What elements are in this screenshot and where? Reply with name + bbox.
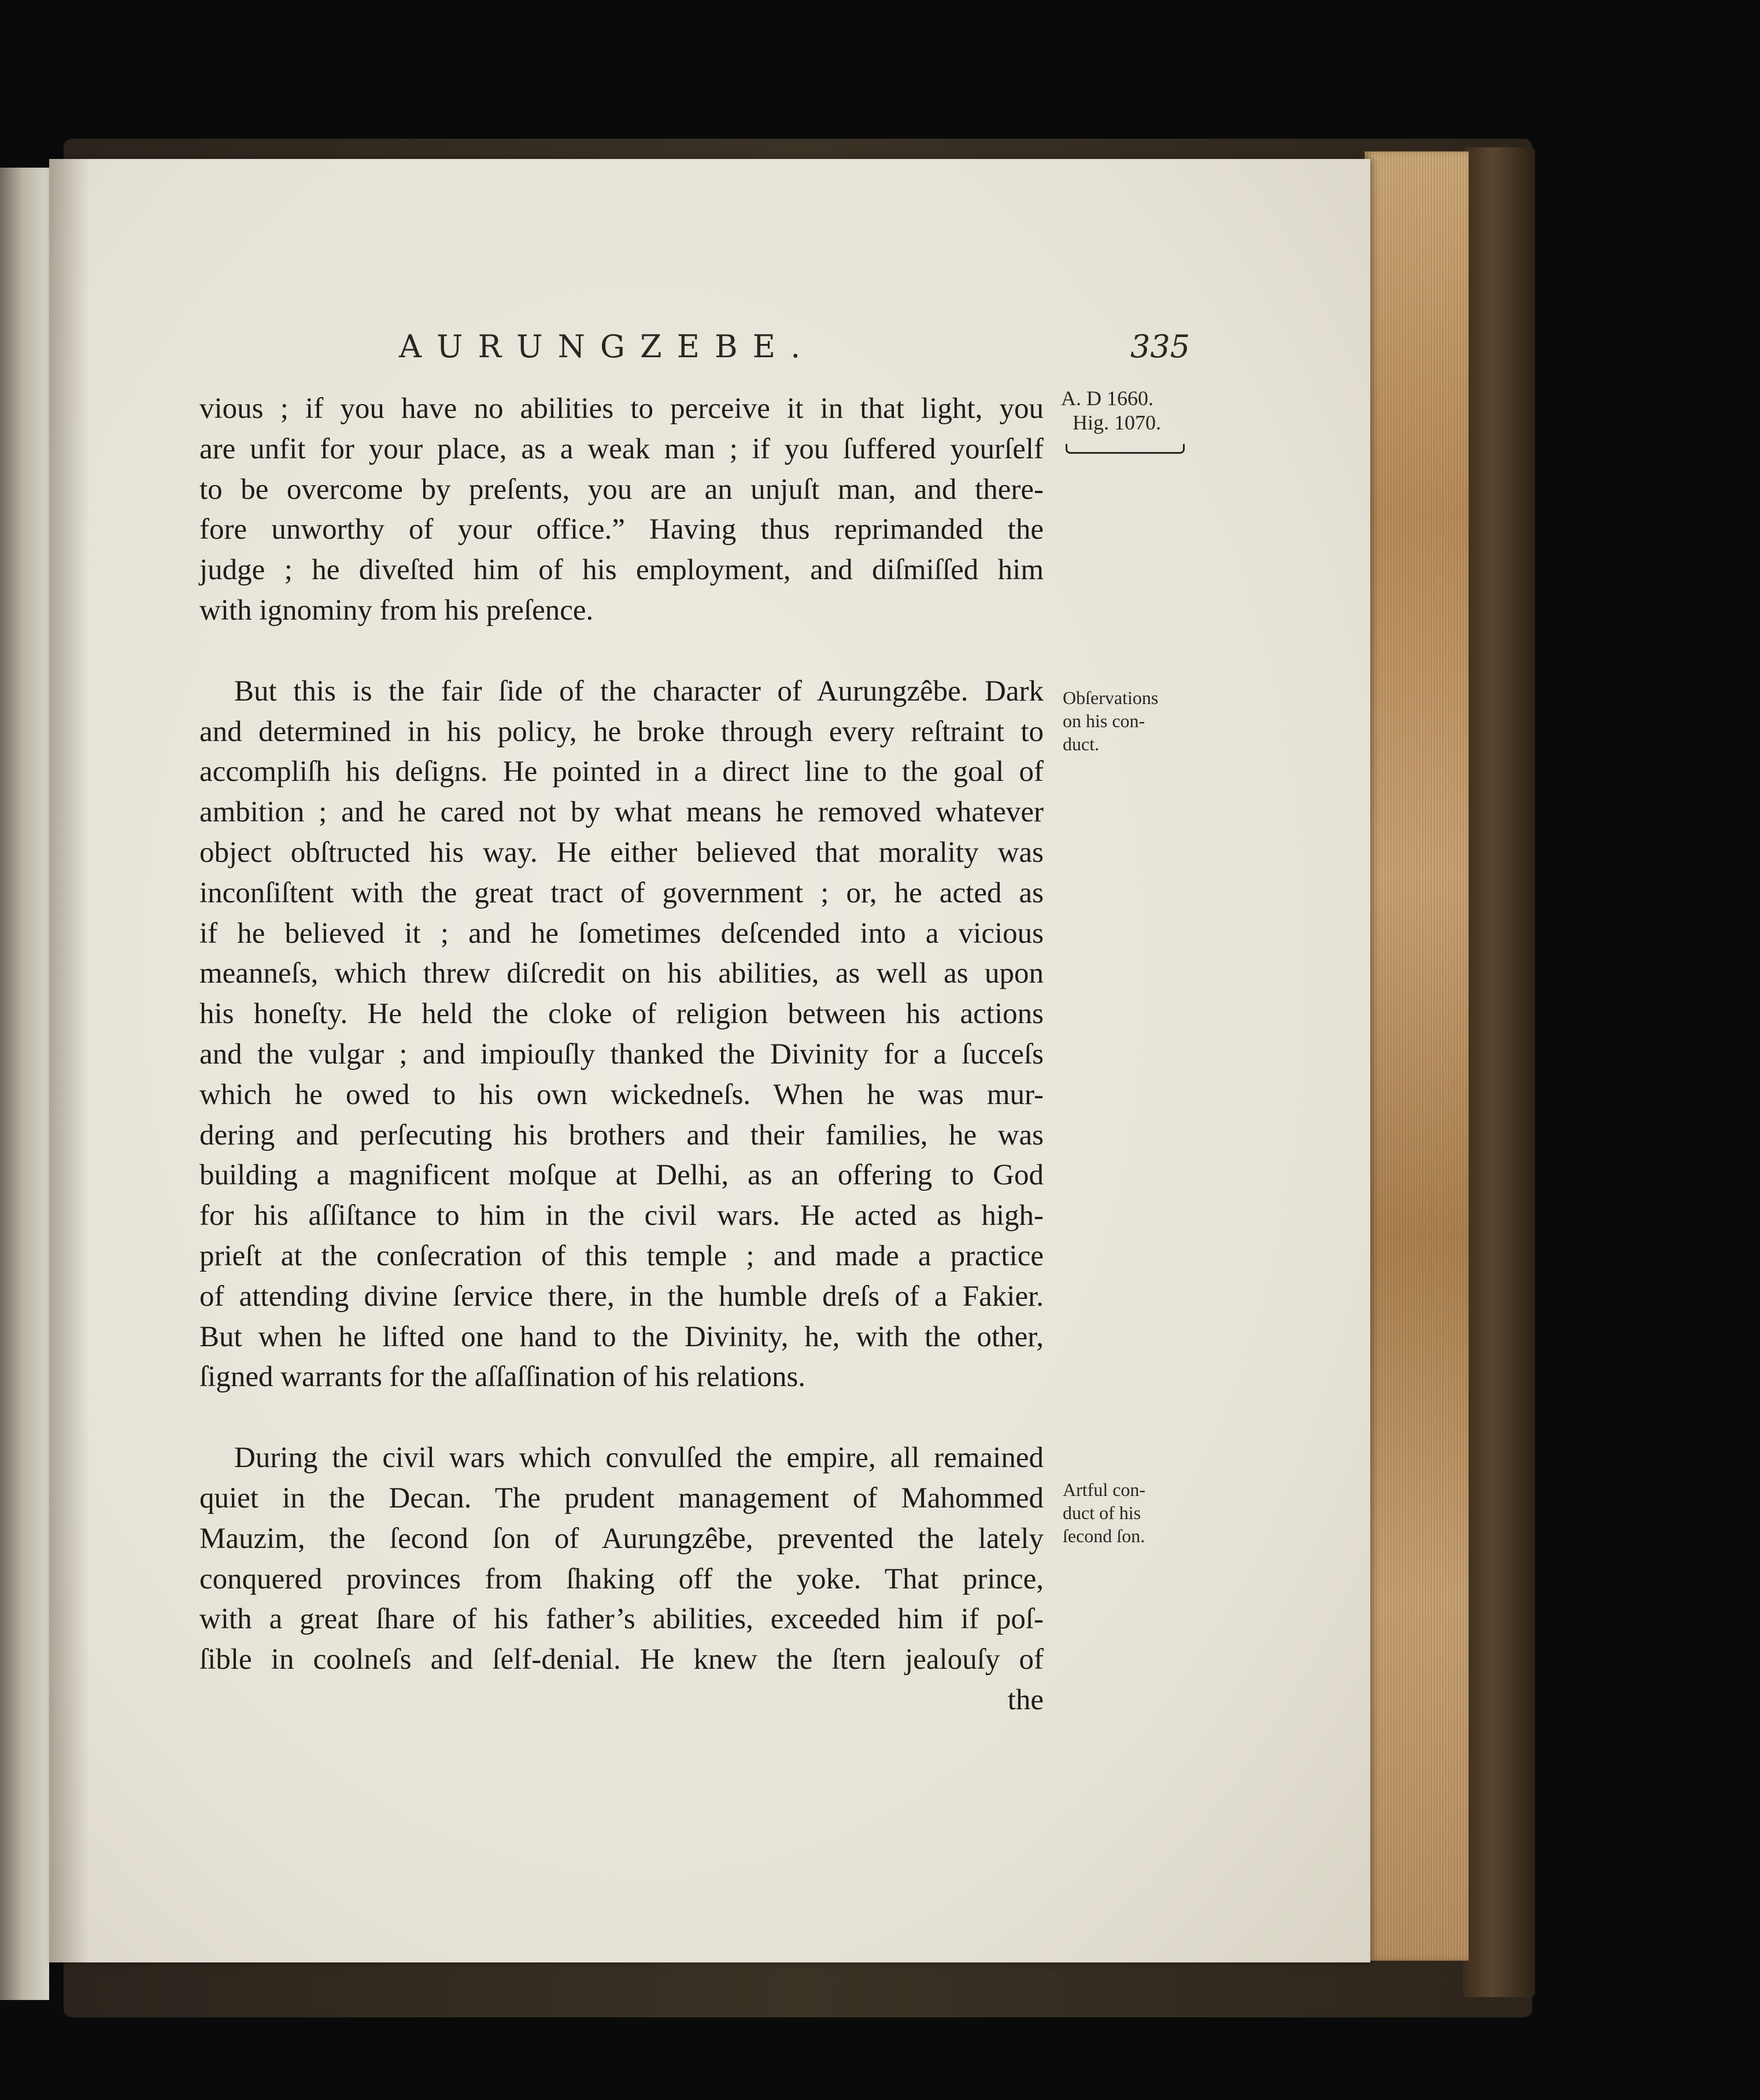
text-line: quiet in the Decan. The prudent management of Mahommed (199, 1482, 1044, 1514)
text-line: his honeſty. He held the cloke of religion between his actions (199, 998, 1044, 1031)
margin-note-date (1061, 386, 1206, 435)
running-head-title: AURUNGZEBE. (399, 328, 816, 365)
text-line: vious ; if you have no abilities to perceive it in that light, you (199, 392, 1044, 425)
margin-note-line: on his con- (1063, 710, 1145, 731)
paragraph-1 (199, 389, 1044, 631)
previous-page-edge (0, 168, 49, 2000)
gutter-shadow (49, 159, 90, 1962)
margin-brace (1066, 444, 1185, 454)
cover-board-edge (1463, 147, 1535, 1997)
text-line: with ignominy from his preſence. (199, 594, 594, 627)
margin-note-line: Obſervations (1063, 687, 1159, 708)
text-line: judge ; he diveſted him of his employment, and diſmiſſed him (199, 554, 1044, 587)
text-line: But this is the fair ſide of the character of Aurungzêbe. Dark (234, 675, 1044, 708)
text-line: which he owed to his own wickedneſs. When he was mur- (199, 1078, 1044, 1111)
page-fore-edge (1365, 151, 1469, 1961)
text-line: for his aſſiſtance to him in the civil wars. He acted as high- (199, 1199, 1044, 1232)
margin-note-line: ſecond ſon. (1063, 1525, 1145, 1546)
margin-note-line: duct of his (1063, 1502, 1141, 1523)
text-line: Mauzim, the ſecond ſon of Aurungzêbe, prevented the lately (199, 1522, 1044, 1555)
page-number: 335 (1130, 328, 1190, 365)
margin-note-line: Artful con- (1063, 1479, 1146, 1500)
paragraph-2 (199, 672, 1044, 1398)
text-line: But when he lifted one hand to the Divinity, he, with the other, (199, 1320, 1044, 1353)
margin-date-ad: A. D 1660. (1061, 387, 1153, 410)
text-line: inconſiſtent with the great tract of government ; or, he acted as (199, 876, 1044, 909)
text-line: and the vulgar ; and impiouſly thanked the Divinity for a ſucceſs (199, 1038, 1044, 1071)
margin-note-artful-conduct (1063, 1478, 1196, 1547)
margin-note-line: duct. (1063, 734, 1100, 754)
text-line: ſible in coolneſs and ſelf-denial. He knew the ſtern jealouſy of (199, 1643, 1044, 1676)
text-line: are unfit for your place, as a weak man ; if you ſuffered yourſelf (199, 432, 1044, 465)
text-line: object obſtructed his way. He either believed that morality was (199, 836, 1044, 869)
text-line: fore unworthy of your office.” Having thus reprimanded the (199, 513, 1044, 546)
text-line: and determined in his policy, he broke through every reſtraint to (199, 715, 1044, 748)
text-line: prieſt at the conſecration of this temple ; and made a practice (199, 1239, 1044, 1272)
text-line: accompliſh his deſigns. He pointed in a direct line to the goal of (199, 755, 1044, 788)
text-line: to be overcome by preſents, you are an unjuſt man, and there- (199, 473, 1044, 506)
margin-note-observations (1063, 686, 1196, 755)
text-line: During the civil wars which convulſed the empire, all remained (234, 1442, 1044, 1475)
text-line: of attending divine ſervice there, in the humble dreſs of a Fakier. (199, 1280, 1044, 1313)
text-line: with a great ſhare of his father’s abilities, exceeded him if poſ- (199, 1603, 1044, 1636)
paragraph-3 (199, 1438, 1044, 1721)
margin-date-hig: Hig. 1070. (1073, 411, 1161, 434)
text-line: ſigned warrants for the aſſaſſination of his relations. (199, 1361, 806, 1394)
catchword: the (1007, 1683, 1044, 1716)
text-line: building a magnificent moſque at Delhi, as an offering to God (199, 1159, 1044, 1192)
text-line: meanneſs, which threw diſcredit on his abilities, as well as upon (199, 957, 1044, 990)
text-line: if he believed it ; and he ſometimes deſcended into a vicious (199, 917, 1044, 950)
text-line: conquered provinces from ſhaking off the yoke. That prince, (199, 1562, 1044, 1595)
text-line: ambition ; and he cared not by what means he removed whatever (199, 796, 1044, 829)
body-text (199, 389, 1044, 1721)
text-line: dering and perſecuting his brothers and their families, he was (199, 1118, 1044, 1151)
